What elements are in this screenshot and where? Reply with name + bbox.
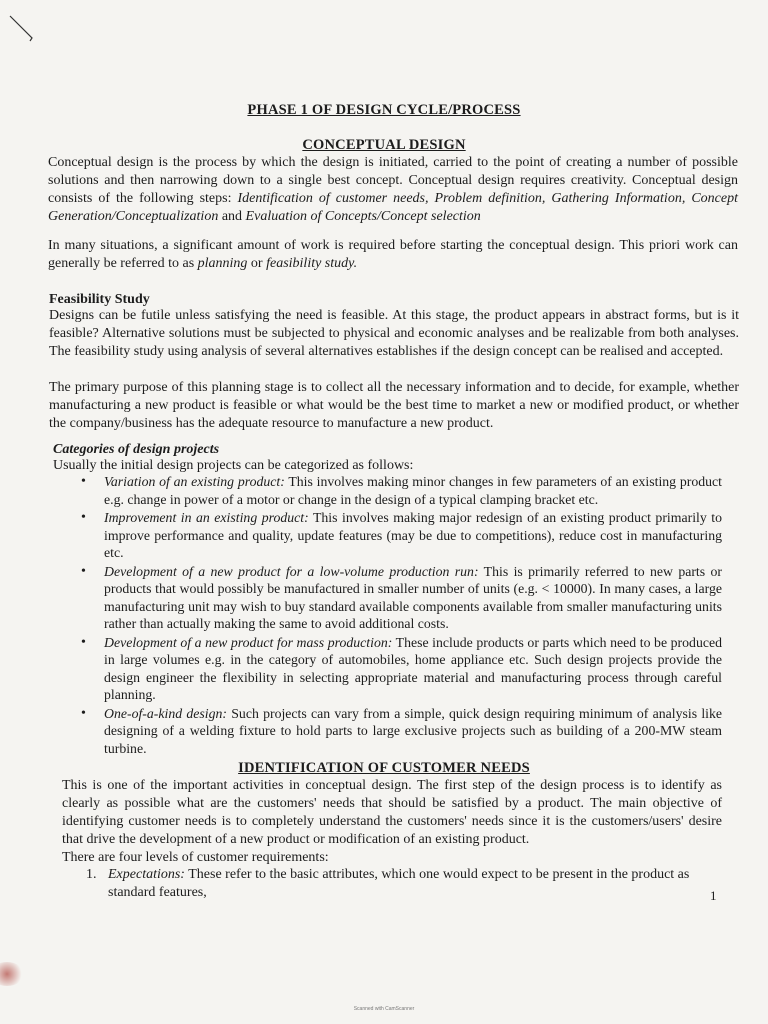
design-project-categories-list [54, 473, 722, 758]
margin-stain [0, 962, 24, 986]
feasibility-paragraph: Designs can be futile unless satisfying the need is feasible. At this stage, the product appears in abstract forms, but is it feasible? Alternative solutions must be subjected to physical and economic analyses and be realizable from both analyses. The feasibility study using analysis of several alternatives establishes if the design concept can be realised and accepted. [49, 308, 739, 359]
list-item: • Development of a new product for mass production: These include products or parts which need to be produced in large volumes e.g. in the category of automobiles, home appliance etc. Such design projects provide the design engineer the flexibility in selecting appropriate material and manufacturing process through careful planning. [81, 634, 722, 702]
bullet-icon: • [81, 510, 86, 525]
document-title: PHASE 1 OF DESIGN CYCLE/PROCESS [247, 102, 521, 118]
categories-intro: Usually the initial design projects can be categorized as follows: [53, 458, 414, 473]
feasibility-heading: Feasibility Study [49, 292, 150, 307]
customer-requirement-levels-list [62, 866, 722, 902]
pen-stroke-mark [8, 14, 38, 44]
bullet-icon: • [81, 563, 86, 579]
scanner-watermark: Scanned with CamScanner [353, 1006, 415, 1012]
section-title-customer-needs: IDENTIFICATION OF CUSTOMER NEEDS [238, 760, 530, 776]
bullet-icon: • [81, 705, 86, 721]
customer-needs-paragraph: This is one of the important activities in conceptual design. The first step of the design process is to identify as clearly as possible what are the customers' needs that should be satisfied by a product. The main objective of identifying customer needs is to completely understand the customers' needs since it is the customers/users' desire that drive the development of a new product or modification of an existing product. [62, 778, 722, 847]
planning-purpose-paragraph: The primary purpose of this planning stage is to collect all the necessary information and to decide, for example, whether manufacturing a new product is feasible or what would be the best time to market a new or modified product, or whether the company/business has the adequate resource to manufacture a new product. [49, 380, 739, 431]
intro-paragraph: Conceptual design is the process by which the design is initiated, carried to the point of creating a number of possible solutions and then narrowing down to a single best concept. Conceptual design requires creativity. Conceptual design consists of the following steps: Identification of customer needs, Problem definition, Gathering Information, Concept Generation/Conceptualization and Evaluation of Concepts/Concept selection [48, 155, 738, 224]
page-number: 1 [710, 888, 717, 903]
categories-heading: Categories of design projects [53, 442, 220, 457]
customer-levels-intro: There are four levels of customer requirements: [62, 850, 329, 865]
list-item: • Variation of an existing product: This involves making minor changes in few parameters of an existing product e.g. change in power of a motor or change in the design of a typical clamping bracket etc. [81, 474, 722, 507]
list-item: • One-of-a-kind design: Such projects can vary from a simple, quick design requiring minimum of analysis like designing of a welding fixture to hold parts to large exclusive projects such as building of a 200-MW steam turbine. [81, 705, 723, 756]
priori-paragraph: In many situations, a significant amount of work is required before starting the conceptual design. This priori work can generally be referred to as planning or feasibility study. [48, 238, 738, 271]
section-title-conceptual-design: CONCEPTUAL DESIGN [302, 137, 466, 153]
bullet-icon: • [81, 634, 86, 650]
list-item: 1. Expectations: These refer to the basic attributes, which one would expect to be present in the product as standard features, [86, 867, 690, 900]
list-item: • Development of a new product for a low-volume production run: This is primarily referred to new parts or products that would possibly be manufactured in smaller number of units (e.g. < 10000). In many cases, a large manufacturing unit may wish to buy standard available components available from smaller manufacturing units rather than actually making the same to avoid additional costs. [81, 563, 723, 631]
list-item: • Improvement in an existing product: This involves making major redesign of an existing product primarily to improve performance and quality, update features (may be due to competitions), reduce cost in manufacturing etc. [81, 510, 722, 560]
bullet-icon: • [81, 474, 86, 489]
